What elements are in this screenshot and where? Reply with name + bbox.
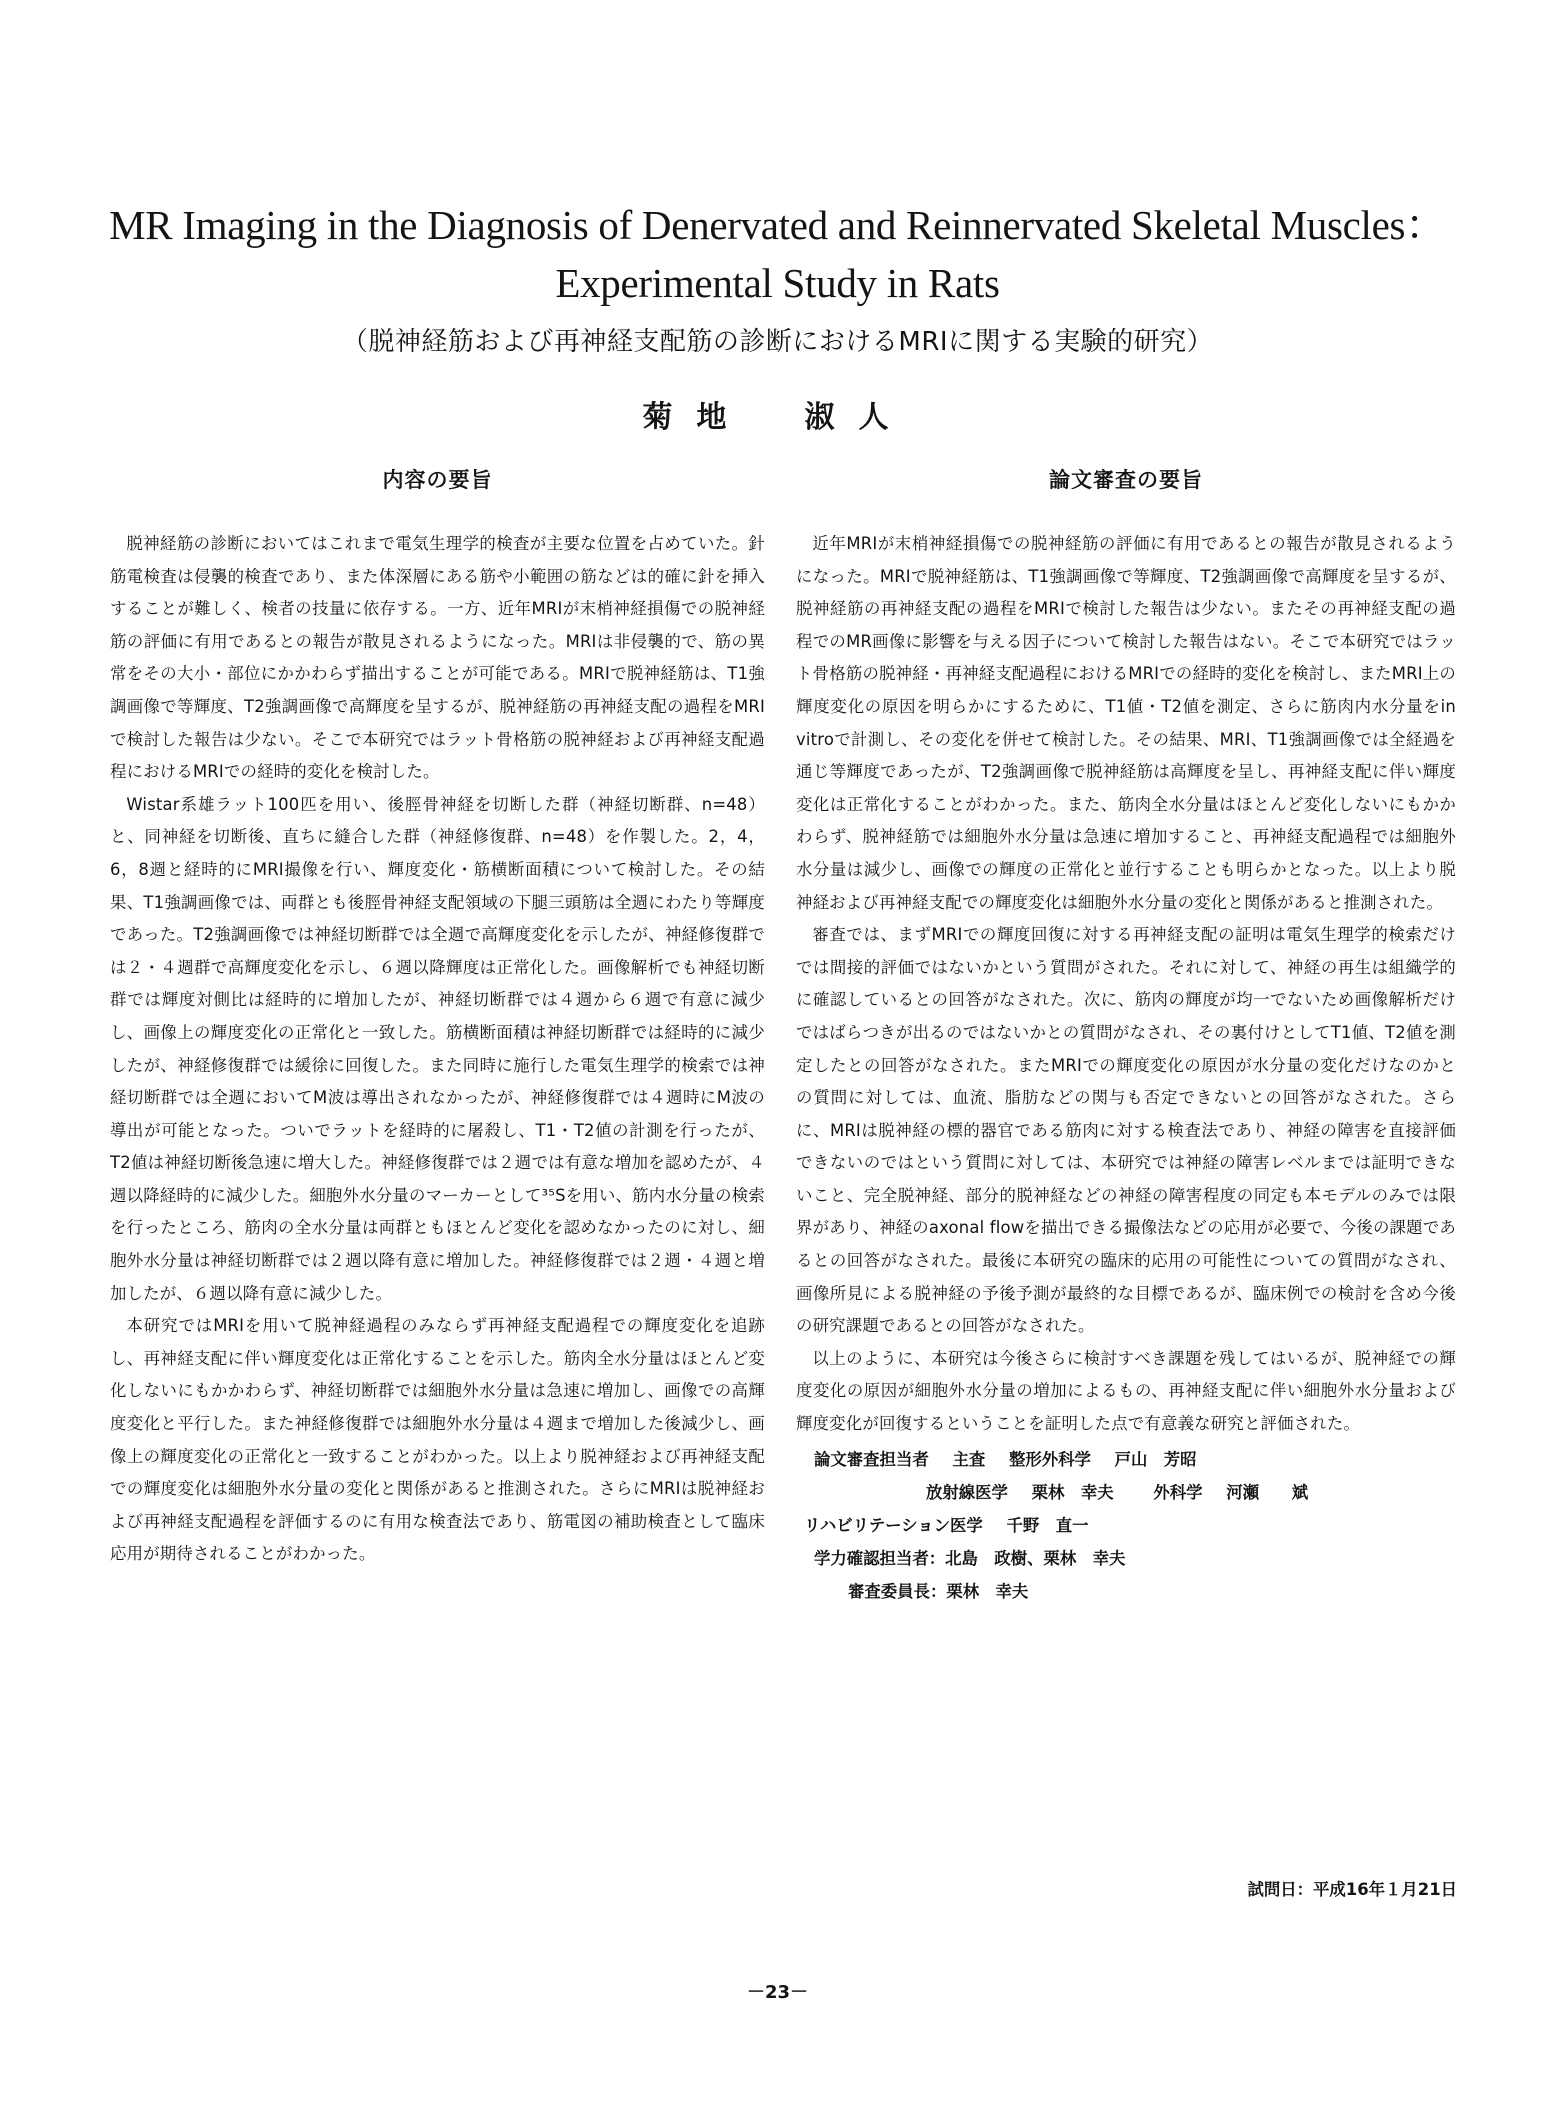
exam-date: 試問日：平成16年１月21日 (1247, 1880, 1457, 1899)
examiner-department: 外科学 (1153, 1482, 1203, 1502)
examiner-lead-label: 論文審査担当者 (814, 1449, 929, 1469)
committee-chair-name: 栗林 幸夫 (946, 1581, 1029, 1601)
paragraph: Wistar系雄ラット100匹を用い、後脛骨神経を切断した群（神経切断群、n=48）と、同神経を切断後、直ちに縫合した群（神経修復群、n=48）を作製した。2，4，6，8週と経時的にMRI撮像を行い、輝度変化・筋横断面積について検討した。その結果、T1強調画像では、両群とも後脛骨神経支配領域の下腿三頭筋は全週にわたり等輝度であった。T2強調画像では神経切断群では全週で高輝度変化を示したが、神経修復群では２・４週群で高輝度変化を示し、６週以降輝度は正常化した。画像解析でも神経切断群では輝度対側比は経時的に増加したが、神経切断群では４週から６週で有意に減少し、画像上の輝度変化の正常化と一致した。筋横断面積は神経切断群では経時的に減少したが、神経修復群では緩徐に回復した。また同時に施行した電気生理学的検索では神経切断群では全週においてM波は導出されなかったが、神経修復群では４週時にM波の導出が可能となった。ついでラットを経時的に屠殺し、T1・T2値の計測を行ったが、T2値は神経切断後急速に増大した。神経修復群では２週では有意な増加を認めたが、４週以降経時的に減少した。細胞外水分量のマーカーとして³⁵Sを用い、筋内水分量の検索を行ったところ、筋肉の全水分量は両群ともほとんど変化を認めなかったのに対し、細胞外水分量は神経切断群では２週以降有意に増加した。神経修復群では２週・４週と増加したが、６週以降有意に減少した。 (110, 794, 765, 1303)
examiner-list (796, 1443, 1456, 1608)
page-number: －23－ (746, 1982, 809, 2003)
review-summary-body (796, 528, 1456, 1441)
examiner-department: 放射線医学 (926, 1482, 1008, 1502)
examiner-row-2 (796, 1476, 1456, 1509)
paragraph: 脱神経筋の診断においてはこれまで電気生理学的検査が主要な位置を占めていた。針筋電検査は侵襲的検査であり、また体深層にある筋や小範囲の筋などは的確に針を挿入することが難しく、検者の技量に依存する。一方、近年MRIが末梢神経損傷での脱神経筋の評価に有用であるとの報告が散見されるようになった。MRIは非侵襲的で、筋の異常をその大小・部位にかかわらず描出することが可能である。MRIで脱神経筋は、T1強調画像で等輝度、T2強調画像で高輝度を呈するが、脱神経筋の再神経支配の過程をMRIで検討した報告は少ない。そこで本研究ではラット骨格筋の脱神経および再神経支配過程におけるMRIでの経時的変化を検討した。 (110, 534, 765, 782)
examiner-name: 千野 直一 (1006, 1515, 1089, 1535)
chief-label: 主査 (952, 1449, 986, 1469)
chief-name: 戸山 芳昭 (1114, 1449, 1197, 1469)
review-summary-column (796, 464, 1456, 1608)
committee-chair-row (796, 1575, 1456, 1608)
examiner-row-3 (796, 1509, 1456, 1542)
examiner-department: リハビリテーション医学 (804, 1515, 983, 1535)
ability-check-row (796, 1542, 1456, 1575)
examiner-row-chief (796, 1443, 1456, 1476)
review-summary-heading: 論文審査の要旨 (1049, 468, 1203, 492)
content-summary-body (110, 528, 765, 1571)
examiner-name: 栗林 幸夫 (1031, 1482, 1114, 1502)
ability-check-names: 北島 政樹、栗林 幸夫 (945, 1548, 1126, 1568)
title-block (100, 196, 1455, 362)
paragraph: 本研究ではMRIを用いて脱神経過程のみならず再神経支配過程での輝度変化を追跡し、再神経支配に伴い輝度変化は正常化することを示した。筋肉全水分量はほとんど変化しないにもかかわらず、神経切断群では細胞外水分量は急速に増加し、画像での高輝度変化と平行した。また神経修復群では細胞外水分量は４週まで増加した後減少し、画像上の輝度変化の正常化と一致することがわかった。以上より脱神経および再神経支配での輝度変化は細胞外水分量の変化と関係があると推測された。さらにMRIは脱神経および再神経支配過程を評価するのに有用な検査法であり、筋電図の補助検査として臨床応用が期待されることがわかった。 (110, 1316, 765, 1564)
content-summary-column (110, 464, 765, 1571)
examiner-name: 河瀬 斌 (1226, 1482, 1309, 1502)
paragraph: 審査では、まずMRIでの輝度回復に対する再神経支配の証明は電気生理学的検索だけでは間接的評価ではないかという質問がされた。それに対して、神経の再生は組織学的に確認しているとの回答がなされた。次に、筋肉の輝度が均一でないため画像解析だけではばらつきが出るのではないかとの質問がなされ、その裏付けとしてT1値、T2値を測定したとの回答がなされた。またMRIでの輝度変化の原因が水分量の変化だけなのかとの質問に対しては、血流、脂肪などの関与も否定できないとの回答がなされた。さらに、MRIは脱神経の標的器官である筋肉に対する検査法であり、神経の障害を直接評価できないのではという質問に対しては、本研究では神経の障害レベルまでは証明できないこと、完全脱神経、部分的脱神経などの神経の障害程度の同定も本モデルのみでは限界があり、神経のaxonal flowを描出できる撮像法などの応用が必要で、今後の課題であるとの回答がなされた。最後に本研究の臨床的応用の可能性についての質問がなされ、画像所見による脱神経の予後予測が最終的な目標であるが、臨床例での検討を含め今後の研究課題であるとの回答がなされた。 (796, 925, 1456, 1336)
title-english-line-1: MR Imaging in the Diagnosis of Denervated and Reinnervated Skeletal Muscles： (109, 202, 1446, 248)
chief-department: 整形外科学 (1008, 1449, 1091, 1469)
paragraph: 以上のように、本研究は今後さらに検討すべき課題を残してはいるが、脱神経での輝度変化の原因が細胞外水分量の増加によるもの、再神経支配に伴い細胞外水分量および輝度変化が回復するということを証明した点で有意義な研究と評価された。 (796, 1348, 1456, 1434)
author-name: 菊地 淑人 (642, 400, 913, 435)
content-summary-heading: 内容の要旨 (382, 468, 493, 492)
title-english-line-2: Experimental Study in Rats (555, 260, 1000, 306)
committee-chair-label: 審査委員長： (848, 1581, 947, 1601)
title-japanese: （脱神経筋および再神経支配筋の診断におけるMRIに関する実験的研究） (341, 327, 1214, 357)
paragraph: 近年MRIが末梢神経損傷での脱神経筋の評価に有用であるとの報告が散見されるようになった。MRIで脱神経筋は、T1強調画像で等輝度、T2強調画像で高輝度を呈するが、脱神経筋の再神経支配の過程をMRIで検討した報告は少ない。またその再神経支配の過程でのMR画像に影響を与える因子について検討した報告はない。そこで本研究ではラット骨格筋の脱神経・再神経支配過程におけるMRIでの経時的変化を検討し、またMRI上の輝度変化の原因を明らかにするために、T1値・T2値を測定、さらに筋肉内水分量をin vitroで計測し、その変化を併せて検討した。その結果、MRI、T1強調画像では全経過を通じ等輝度であったが、T2強調画像で脱神経筋は高輝度を呈し、再神経支配に伴い輝度変化は正常化することがわかった。また、筋肉全水分量はほとんど変化しないにもかかわらず、脱神経筋では細胞外水分量は急速に増加すること、再神経支配過程では細胞外水分量は減少し、画像での輝度の正常化と並行することも明らかとなった。以上より脱神経および再神経支配での輝度変化は細胞外水分量の変化と関係があると推測された。 (796, 534, 1456, 912)
ability-check-label: 学力確認担当者： (814, 1548, 946, 1568)
